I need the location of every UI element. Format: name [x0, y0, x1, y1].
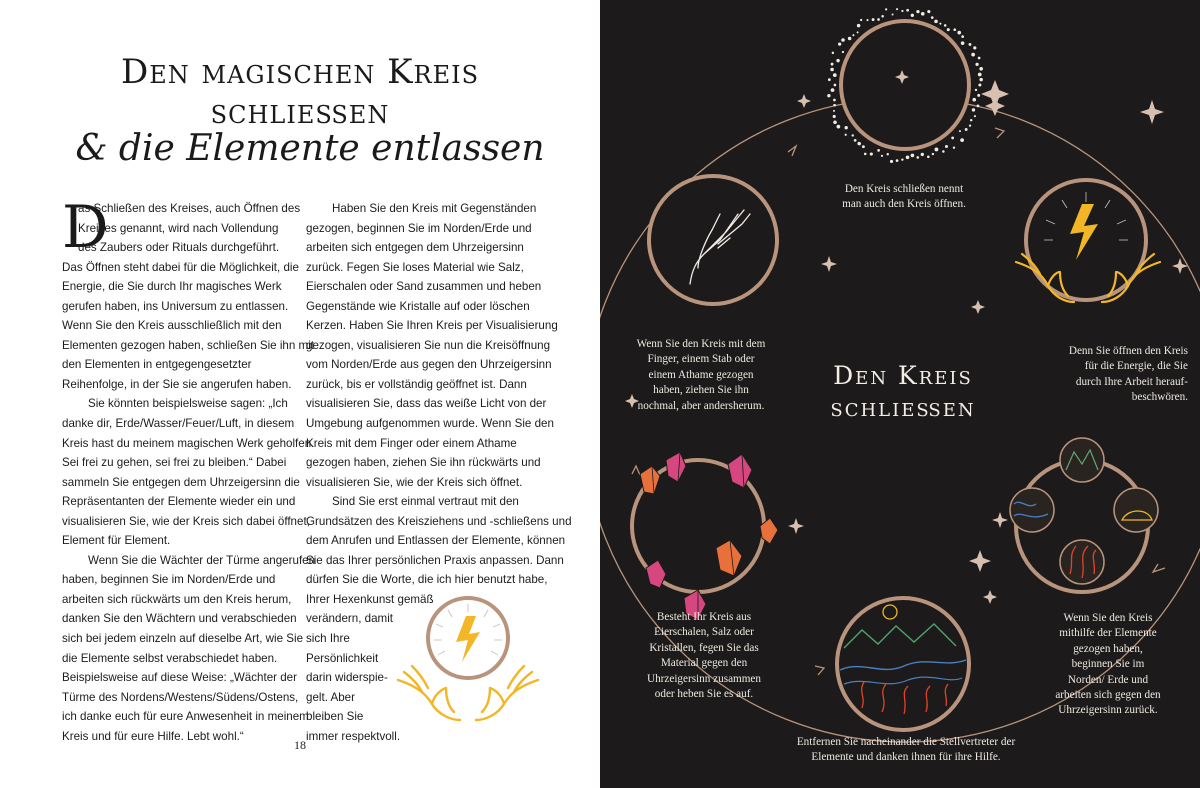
salt-dot	[974, 115, 976, 117]
text-line: Element für Element.	[62, 534, 171, 548]
caption-bottom	[756, 735, 1056, 766]
salt-dot	[931, 16, 934, 19]
caption-line: beginnen Sie im	[1071, 658, 1145, 671]
salt-dot	[860, 19, 862, 21]
text-line: gelt. Aber	[306, 690, 355, 704]
text-line: Kreis und für eure Hilfe. Lebt wohl.“	[62, 729, 244, 743]
drop-cap: D	[62, 193, 109, 261]
salt-dot	[911, 154, 915, 158]
salt-dot	[892, 13, 894, 15]
salt-dot	[972, 108, 975, 111]
caption-left	[616, 337, 786, 414]
salt-dot	[834, 84, 837, 87]
text-line: bleiben Sie	[306, 710, 364, 724]
text-line: haben, beginnen Sie im Norden/Erde und	[62, 573, 276, 587]
text-line: Wenn Sie die Wächter der Türme angerufen	[88, 553, 316, 567]
text-line: den Elementen in entgegengesetzter	[62, 358, 252, 372]
text-line: visualisieren Sie, dass das weiße Licht von der	[306, 397, 547, 411]
salt-dot	[841, 38, 845, 42]
salt-dot	[972, 98, 976, 102]
text-line: gezogen, beginnen Sie im Norden/Erde und	[306, 221, 532, 235]
salt-dot	[965, 128, 968, 131]
caption-line: beschwören.	[1131, 391, 1188, 404]
salt-dot	[951, 137, 954, 140]
text-line: arbeiten sich entgegen dem Uhrzeigersinn	[306, 241, 524, 255]
caption-line: oder heben Sie es auf.	[654, 688, 754, 701]
right-page	[600, 0, 1200, 788]
title-line-1: Den magischen Kreis	[120, 52, 480, 92]
top-dotted-circle	[827, 8, 983, 163]
salt-dot	[836, 125, 840, 129]
salt-dot	[896, 8, 898, 10]
caption-line: Den Kreis schließen nennt	[844, 183, 964, 195]
caption-line: Wenn Sie den Kreis	[1063, 612, 1153, 624]
salt-dot	[832, 52, 834, 54]
text-line: as Schließen des Kreises, auch Öffnen des	[78, 202, 301, 215]
center-title-line-2: schließen	[830, 393, 976, 422]
text-line: danken Sie den Wächtern und verabschieden	[62, 612, 297, 626]
text-line: sich bei jedem einzeln auf dieselbe Art, wie Sie	[62, 632, 304, 646]
salt-dot	[831, 63, 834, 66]
caption-line: Uhrzeigersinn zurück.	[1058, 704, 1158, 717]
text-line: Energie, die Sie durch Ihr magisches Werk	[62, 280, 282, 294]
caption-line: arbeiten sich gegen den	[1055, 689, 1161, 702]
salt-dot	[970, 119, 972, 121]
text-line: arbeiten sich rückwärts um den Kreis herum,	[62, 592, 292, 606]
text-line: Reihenfolge, in der Sie sie angerufen haben.	[62, 377, 292, 391]
salt-dot	[827, 94, 830, 97]
caption-top	[814, 182, 994, 213]
caption-line: Kristallen, fegen Sie das	[649, 641, 759, 654]
text-line: Eierschalen oder Sand zusammen und heben	[306, 280, 542, 294]
text-line: ich danke euch für eure Anwesenheit in meinem	[62, 710, 309, 724]
salt-dot	[916, 156, 919, 159]
text-line: Sei frei zu gehen, sei frei zu bleiben.“ Dabei	[62, 456, 287, 470]
page-number: 18	[294, 738, 306, 752]
salt-dot	[975, 63, 978, 66]
caption-bottom-right	[1020, 611, 1196, 719]
salt-dot	[961, 41, 965, 45]
salt-dot	[877, 18, 880, 21]
salt-dot	[906, 156, 910, 160]
salt-dot	[978, 83, 981, 86]
text-line: immer respektvoll.	[306, 729, 401, 743]
salt-dot	[934, 20, 938, 24]
salt-dot	[978, 57, 981, 60]
text-line: sammeln Sie entgegen dem Uhrzeigersinn die	[62, 475, 300, 489]
caption-line: Besteht Ihr Kreis aus	[656, 611, 752, 623]
salt-dot	[833, 110, 835, 112]
salt-dot	[927, 155, 930, 158]
salt-dot	[932, 153, 934, 155]
salt-dot	[977, 105, 980, 108]
text-line: gezogen haben, ziehen Sie ihn rückwärts und	[306, 456, 541, 470]
text-line: dürfen Sie die Worte, die ich hier benutzt habe,	[306, 573, 548, 587]
salt-dot	[833, 104, 836, 107]
caption-line: Material gegen den	[660, 657, 748, 670]
salt-dot	[833, 120, 837, 124]
salt-dot	[916, 10, 919, 13]
caption-line: Finger, einem Stab oder	[647, 353, 755, 366]
text-line: Umgebung aufgenommen wurde. Wenn Sie den	[306, 417, 554, 431]
text-line: Kreises genannt, wird nach Vollendung	[78, 221, 279, 235]
landscape-circle	[837, 598, 969, 730]
text-line: verändern, damit	[306, 612, 393, 626]
salt-dot	[953, 147, 955, 149]
text-line: danke dir, Erde/Wasser/Feuer/Luft, in diesem	[62, 417, 295, 431]
caption-bottom-left	[616, 610, 792, 702]
salt-dot	[906, 9, 909, 12]
salt-dot	[877, 149, 880, 152]
salt-dot	[838, 43, 841, 46]
caption-line: Entfernen Sie nacheinander die Stellvertreter der	[796, 736, 1016, 748]
text-line: Beispielsweise auf diese Weise: „Wächter der	[62, 671, 297, 685]
salt-dot	[881, 155, 883, 157]
salt-dot	[978, 73, 982, 77]
salt-dot	[833, 115, 836, 118]
caption-line: für die Energie, die Sie	[1084, 360, 1188, 373]
salt-dot	[927, 10, 930, 13]
text-line: Das Öffnen steht dabei für die Möglichkeit, die	[62, 260, 299, 274]
text-line: zurück, bis er vollständig geöffnet ist. Dann	[306, 377, 527, 391]
salt-dot	[969, 125, 971, 127]
salt-dot	[836, 59, 839, 62]
text-line: Repräsentanten der Elemente wieder ein und	[62, 495, 296, 509]
salt-dot	[961, 35, 964, 38]
salt-dot	[959, 130, 961, 132]
text-line: Kreis mit dem Finger oder einem Athame	[306, 436, 517, 450]
text-line: Haben Sie den Kreis mit Gegenständen	[332, 202, 537, 215]
salt-dot	[939, 23, 941, 25]
caption-line: Uhrzeigersinn zusammen	[646, 672, 761, 685]
salt-dot	[901, 158, 903, 160]
salt-dot	[957, 31, 961, 35]
title-line-2: schließen	[210, 92, 390, 132]
salt-dot	[945, 145, 948, 148]
salt-dot	[828, 78, 831, 81]
salt-dot	[896, 159, 899, 162]
caption-line: Norden/ Erde und	[1067, 673, 1149, 686]
text-line: des Zaubers oder Rituals durchgeführt.	[78, 241, 280, 255]
hand-finger-circle	[649, 176, 777, 304]
text-line: Persönlichkeit	[306, 651, 379, 665]
text-line: Ihrer Hexenkunst gemäß	[306, 592, 434, 606]
salt-dot	[960, 138, 964, 142]
text-line: Kerzen. Haben Sie Ihren Kreis per Visualisierung	[306, 319, 558, 333]
text-line: zurück. Fegen Sie loses Material wie Salz,	[306, 260, 524, 274]
salt-dot	[969, 43, 972, 46]
salt-dot	[857, 142, 861, 146]
salt-dot	[866, 19, 868, 21]
center-title-line-1: Den Kreis	[833, 361, 973, 390]
salt-dot	[890, 160, 893, 163]
title-line-3: & die Elemente entlassen	[75, 128, 545, 169]
caption-line: durch Ihre Arbeit herauf-	[1075, 375, 1188, 388]
text-line: visualisieren Sie, wie der Kreis sich öffnet.	[306, 475, 523, 489]
salt-dot	[979, 78, 982, 81]
salt-dot	[854, 139, 857, 142]
salt-dot	[944, 24, 947, 27]
text-line: gerufen haben, ins Universum zu entlassen.	[62, 299, 289, 313]
salt-dot	[831, 88, 835, 92]
salt-dot	[977, 94, 980, 97]
caption-right	[1018, 344, 1188, 406]
salt-dot	[921, 153, 924, 156]
salt-dot	[864, 153, 867, 156]
caption-line: gezogen haben,	[1073, 642, 1143, 655]
salt-dot	[953, 28, 956, 31]
text-line: Sie könnten beispielsweise sagen: „Ich	[88, 397, 288, 411]
caption-line: haben, ziehen Sie ihn	[653, 384, 749, 397]
text-line: dem Anrufen und Entlassen der Elemente, können	[306, 534, 566, 548]
salt-dot	[857, 24, 860, 27]
salt-dot	[844, 126, 847, 129]
salt-dot	[979, 67, 983, 71]
text-line: sich Ihre	[306, 632, 350, 646]
text-line: die Elemente selbst verabschiedet haben.	[62, 651, 278, 665]
text-line: Kreis hast du meinem magischen Werk geholfen.	[62, 436, 315, 450]
salt-dot	[833, 73, 837, 77]
salt-dot	[975, 89, 977, 91]
text-line: darin widerspie-	[306, 671, 388, 685]
text-line: Sie das Ihrer persönlichen Praxis anpassen. Dann	[306, 553, 564, 567]
text-line: vom Norden/Erde aus gegen den Uhrzeigersinn	[306, 358, 552, 372]
salt-dot	[862, 145, 865, 148]
text-line: Gegenstände wie Kristalle auf oder löschen	[306, 299, 530, 313]
salt-dot	[971, 53, 975, 57]
salt-dot	[921, 12, 925, 16]
caption-line: Wenn Sie den Kreis mit dem	[636, 338, 766, 350]
salt-dot	[870, 152, 873, 155]
salt-dot	[852, 34, 854, 36]
caption-line: einem Athame gezogen	[648, 368, 754, 381]
caption-line: nochmal, aber andersherum.	[637, 399, 765, 412]
salt-dot	[901, 10, 903, 12]
salt-dot	[947, 28, 950, 31]
salt-dot	[881, 15, 884, 18]
text-line: Elementen gezogen haben, schließen Sie ihn mit	[62, 338, 314, 352]
salt-dot	[842, 51, 844, 53]
salt-dot	[935, 148, 939, 152]
salt-dot	[833, 99, 836, 102]
salt-dot	[852, 134, 854, 136]
salt-dot	[942, 150, 945, 153]
text-line: gezogen, visualisieren Sie nun die Kreisöffnung	[306, 338, 551, 352]
salt-dot	[848, 37, 851, 40]
text-line: Grundsätzen des Kreisziehens und -schließens und	[306, 514, 572, 528]
lightning-hands-illustration	[388, 592, 548, 732]
caption-line: Elemente und danken ihnen für ihre Hilfe.	[811, 751, 1001, 764]
crystals-circle	[632, 452, 778, 620]
caption-line: Denn Sie öffnen den Kreis	[1068, 345, 1188, 357]
caption-line: Eierschalen, Salz oder	[654, 626, 754, 639]
salt-dot	[911, 14, 914, 17]
salt-dot	[857, 31, 859, 33]
salt-dot	[845, 134, 847, 136]
center-title	[818, 360, 988, 424]
salt-dot	[887, 153, 889, 155]
caption-line: mithilfe der Elemente	[1059, 627, 1157, 640]
text-line: Wenn Sie den Kreis ausschließlich mit den	[62, 319, 282, 333]
salt-dot	[872, 18, 875, 21]
caption-line: man auch den Kreis öffnen.	[842, 198, 966, 211]
text-line: Sind Sie erst einmal vertraut mit den	[332, 495, 519, 509]
salt-dot	[885, 8, 887, 10]
salt-dot	[830, 68, 834, 72]
salt-dot	[973, 46, 976, 49]
elements-circle	[1010, 438, 1158, 592]
text-line: visualisieren Sie, wie der Kreis sich dabei öffnet,	[62, 514, 310, 528]
text-line: Türme des Nordens/Westens/Südens/Ostens,	[62, 690, 299, 704]
